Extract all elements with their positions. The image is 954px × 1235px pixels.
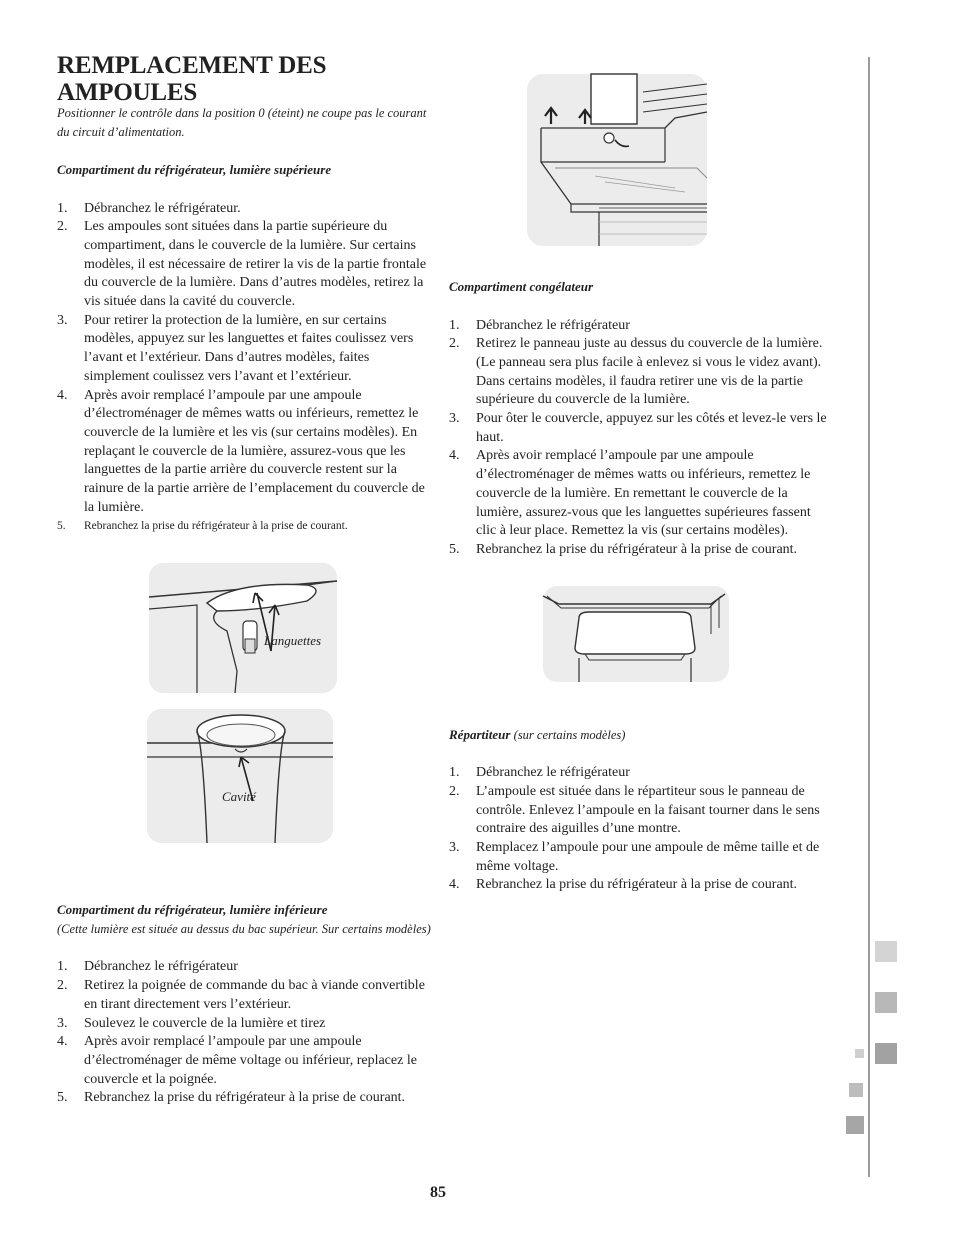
section-heading-freezer: Compartiment congélateur xyxy=(449,279,594,294)
steps-freezer xyxy=(449,317,827,560)
list-item: 5. Rebranchez la prise du réfrigérateur à la prise de courant. xyxy=(57,517,435,535)
list-item: 4. Après avoir remplacé l’ampoule par une ampoule d’électroménager de mêmes watts ou inférieurs, remettez le couvercle de la lumière et les vis (sur certains modèles). En replaçant le couvercle de la lumière, assurez-vous que les languettes de la partie arrière du couvercle restent sur la rainure de la partie arrière de l’emplacement du couvercle de la lumière. xyxy=(57,387,425,515)
margin-square-marker xyxy=(846,1116,864,1134)
figure-label-cavity: Cavité xyxy=(222,789,256,804)
step-number: 2. xyxy=(449,783,460,799)
margin-tab-marker xyxy=(875,941,897,962)
list-item: 2. Retirez le panneau juste au dessus du couvercle de la lumière. (Le panneau sera plus facile à enlevez si vous le videz avant). Dans certains modèles, il faudra retirer une vis de la partie supérieure du couvercle de la lumière. xyxy=(449,336,823,408)
margin-square-marker xyxy=(855,1049,864,1058)
margin-rule xyxy=(868,57,870,1177)
step-number: 3. xyxy=(57,312,68,328)
left-column xyxy=(57,104,435,1108)
step-number: 3. xyxy=(57,1015,68,1031)
section-heading-upper-light: Compartiment du réfrigérateur, lumière supérieure xyxy=(57,162,332,177)
page-title: REMPLACEMENT DES AMPOULES xyxy=(57,52,327,106)
list-item: 5. Rebranchez la prise du réfrigérateur à la prise de courant. xyxy=(449,541,827,560)
steps-dispenser xyxy=(449,764,827,895)
list-item: 3. Pour retirer la protection de la lumière, en sur certains modèles, appuyez sur les languettes et faites coulissez vers l’avant et l’extérieur. Dans d’autres modèles, faites simplement coulissez vers l’avant et l’extérieur. xyxy=(57,312,414,384)
step-number: 2. xyxy=(57,978,68,994)
step-number: 4. xyxy=(57,1034,68,1050)
margin-tab-marker xyxy=(875,992,897,1013)
step-number: 5. xyxy=(57,1090,68,1106)
list-item: 2. Les ampoules sont situées dans la partie supérieure du compartiment, dans le couvercle de la lumière. Sur certains modèles, il est nécessaire de retirer la vis de la partie frontale du couvercle de la lumière. Dans d’autres modèles, retirez la vis située dans la cavité du couvercle. xyxy=(57,219,427,310)
step-number: 5. xyxy=(57,520,66,533)
section-heading-lower-light: Compartiment du réfrigérateur, lumière inférieure xyxy=(57,902,328,918)
intro-note: Positionner le contrôle dans la position 0 (éteint) ne coupe pas le courant du circuit d’alimentation. xyxy=(57,106,427,139)
list-item: 1. Débranchez le réfrigérateur xyxy=(449,317,827,336)
list-item: 5. Rebranchez la prise du réfrigérateur à la prise de courant. xyxy=(57,1089,435,1108)
list-item: 1. Débranchez le réfrigérateur xyxy=(449,764,827,783)
margin-tab-marker xyxy=(875,1043,897,1064)
list-item: 3. Remplacez l’ampoule pour une ampoule de même taille et de même voltage. xyxy=(449,839,820,874)
list-item: 4. Après avoir remplacé l’ampoule par une ampoule d’électroménager de mêmes watts ou inférieurs, remettez le couvercle de la lumière. En remettant le couvercle de la lumière, assurez-vous que les languettes supérieures fassent clic à leur place. Remettez la vis (sur certains modèles). xyxy=(449,448,811,539)
right-column xyxy=(449,278,827,895)
list-item: 1. Débranchez le réfrigérateur xyxy=(57,958,435,977)
freezer-panel-illustration xyxy=(525,72,709,248)
list-item: 3. Pour ôter le couvercle, appuyez sur les côtés et levez-le vers le haut. xyxy=(449,411,827,445)
step-number: 1. xyxy=(57,200,68,216)
list-item: 2. L’ampoule est située dans le répartiteur sous le panneau de contrôle. Enlevez l’ampoule en la faisant tourner dans le sens contraire des aiguilles d’une montre. xyxy=(449,783,820,837)
step-number: 4. xyxy=(449,877,460,893)
step-number: 1. xyxy=(449,765,460,781)
dispenser-light-illustration xyxy=(449,584,827,684)
step-number: 5. xyxy=(449,541,460,557)
section-heading-dispenser: Répartiteur (sur certains modèles) xyxy=(449,726,626,742)
list-item: 1. Débranchez le réfrigérateur. xyxy=(57,200,435,219)
step-number: 2. xyxy=(57,219,68,235)
step-number: 1. xyxy=(449,317,460,333)
step-number: 3. xyxy=(449,411,460,427)
list-item: 3. Soulevez le couvercle de la lumière et tirez xyxy=(57,1015,435,1034)
lower-light-note: (Cette lumière est située au dessus du bac supérieur. Sur certains modèles) xyxy=(57,921,431,936)
step-number: 4. xyxy=(57,387,68,403)
list-item: 4. Après avoir remplacé l’ampoule par une ampoule d’électroménager de même voltage ou inférieur, replacez le couvercle et la poignée. xyxy=(57,1034,417,1087)
figure-label-tabs: Languettes xyxy=(264,633,322,648)
list-item: 4. Rebranchez la prise du réfrigérateur à la prise de courant. xyxy=(449,876,827,895)
steps-lower-light xyxy=(57,958,435,1108)
step-number: 2. xyxy=(449,336,460,352)
step-number: 4. xyxy=(449,448,460,464)
light-cover-cavity-illustration xyxy=(57,707,435,843)
step-number: 1. xyxy=(57,959,68,975)
margin-square-marker xyxy=(849,1083,863,1097)
light-cover-tabs-illustration xyxy=(57,561,435,693)
step-number: 3. xyxy=(449,839,460,855)
page-number: 85 xyxy=(430,1184,446,1201)
steps-upper-light xyxy=(57,200,435,536)
list-item: 2. Retirez la poignée de commande du bac à viande convertible en tirant directement vers l’extérieur. xyxy=(57,978,425,1012)
